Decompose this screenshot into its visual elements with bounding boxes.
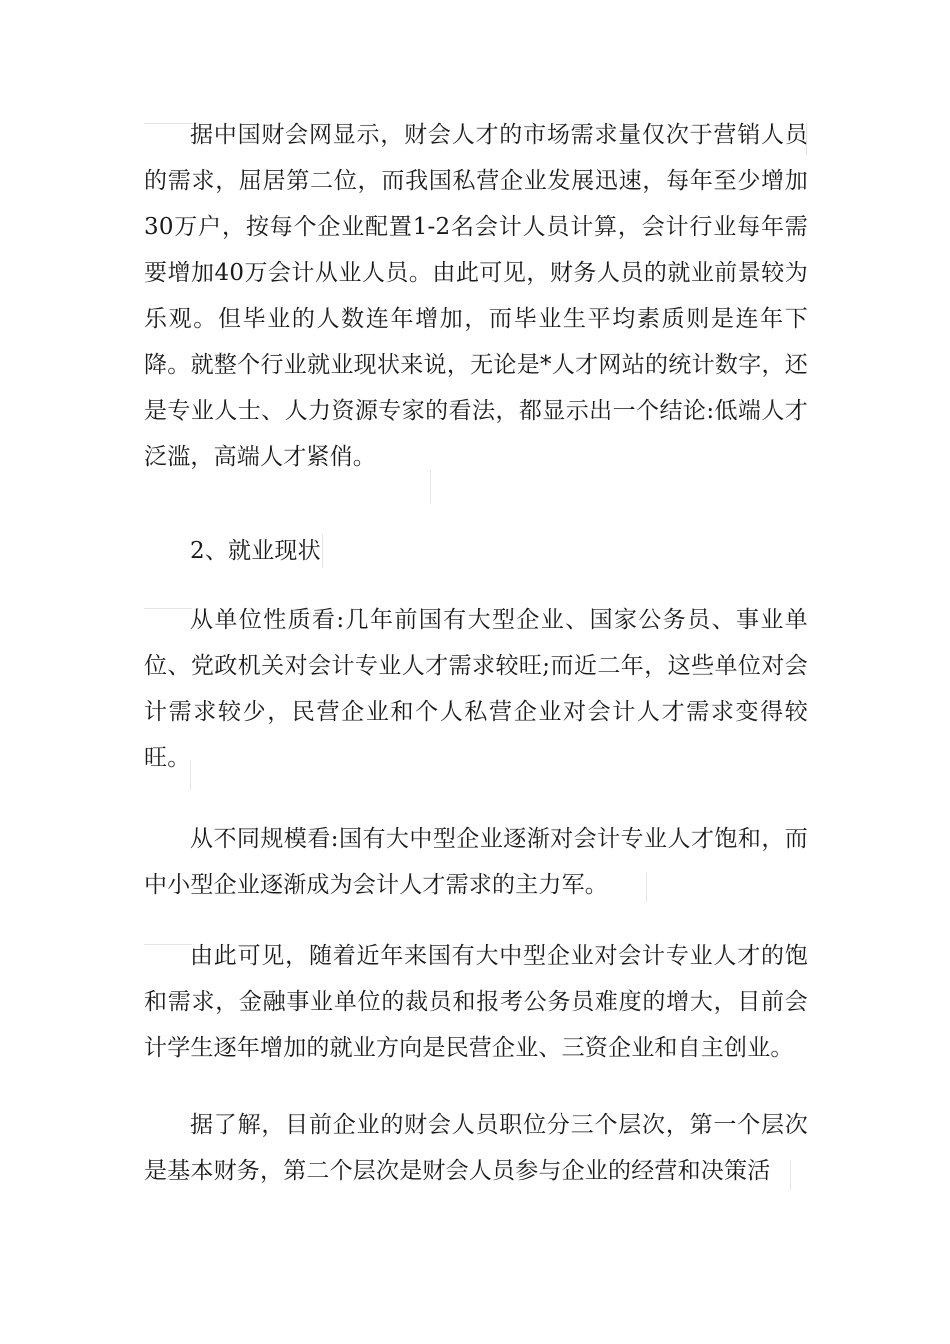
layout-guide xyxy=(790,1160,791,1190)
layout-guide xyxy=(322,534,323,568)
paragraph-unit-nature: 从单位性质看:几年前国有大型企业、国家公务员、事业单位、党政机关对会计专业人才需求较旺;而近二年，这些单位对会计需求较少，民营企业和个人私营企业对会计人才需求变得较旺。 xyxy=(144,607,808,771)
paragraph-job-levels: 据了解，目前企业的财会人员职位分三个层次，第一个层次是基本财务，第二个层次是财会人员参与企业的经营和决策活 xyxy=(144,1112,808,1184)
paragraph-conclusion: 由此可见，随着近年来国有大中型企业对会计专业人才的饱和需求，金融事业单位的裁员和报考公务员难度的增大，目前会计学生逐年增加的就业方向是民营企业、三资企业和自主创业。 xyxy=(144,943,808,1061)
paragraph-company-scale: 从不同规模看:国有大中型企业逐渐对会计专业人才饱和，而中小型企业逐渐成为会计人才需求的主力军。 xyxy=(144,826,808,898)
paragraph-market-demand: 据中国财会网显示，财会人才的市场需求量仅次于营销人员的需求，屈居第二位，而我国私营企业发展迅速，每年至少增加30万户，按每个企业配置1-2名会计人员计算，会计行业每年需要增加40万会计从业人员。由此可见，财务人员的就业前景较为乐观。但毕业的人数连年增加，而毕业生平均素质则是连年下降。就整个行业就业现状来说，无论是*人才网站的统计数字，还是专业人士、人力资源专家的看法，都显示出一个结论:低端人才泛滥，高端人才紧俏。 xyxy=(144,122,808,470)
layout-guide xyxy=(646,872,647,902)
section-heading-employment-status: 2、就业现状 xyxy=(190,538,321,564)
layout-guide xyxy=(190,760,191,790)
